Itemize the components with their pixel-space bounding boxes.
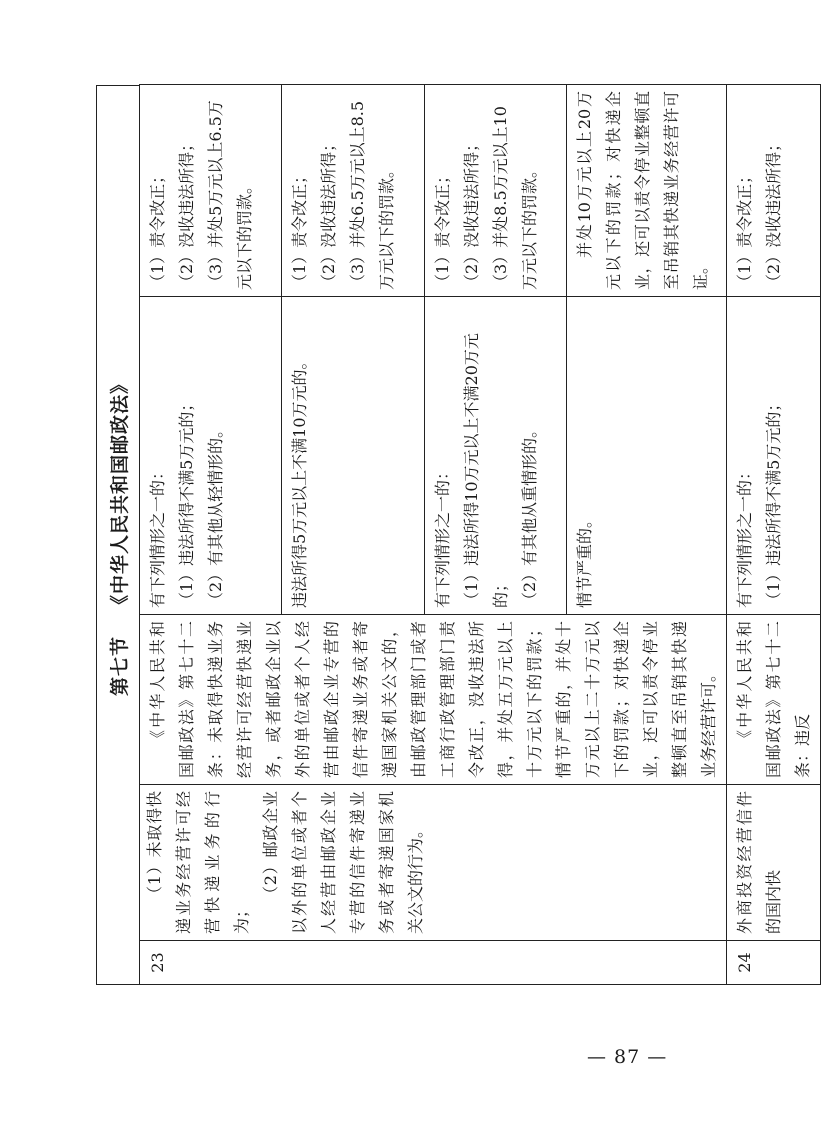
penalty-cell — [567, 85, 727, 297]
violation-behavior — [727, 785, 821, 941]
section-header — [96, 85, 140, 985]
penalty-line: （2）没收违法所得； — [319, 135, 339, 290]
table-row — [727, 85, 821, 985]
legal-basis — [727, 615, 821, 785]
behavior-item: （2）邮政企业以外的单位或者个人经营由邮政企业专营的信件寄递业务或者寄递国家机关公文的行为。 — [261, 791, 425, 934]
penalty-line: （2）没收违法所得； — [461, 135, 481, 290]
legal-basis — [140, 615, 727, 785]
behavior-item: （1）未取得快递业务经营许可经营快递业务的行为； — [145, 791, 251, 934]
violation-behavior — [140, 785, 727, 941]
penalty-line: 并处10万元以上20万元以下的罚款；对快递企业，还可以责令停业整顿直至吊销其快递业务经营许可证。 — [575, 91, 710, 290]
penalty-line: （2）没收违法所得； — [177, 135, 196, 290]
penalty-line: （2）没收违法所得； — [764, 135, 783, 290]
circumstance-cell — [424, 297, 566, 615]
circumstance-line: （2）有其他从轻情形的。 — [206, 421, 225, 608]
legal-basis-text: 《中华人民共和国邮政法》第七十二条：违反 — [735, 621, 812, 778]
circumstance-line: 情节严重的。 — [575, 511, 594, 608]
penalty-standards-table — [139, 84, 821, 985]
circumstance-line: （1）违法所得10万元以上不满20万元的； — [461, 333, 510, 608]
circumstance-line: （2）有其他从重情形的。 — [519, 421, 539, 608]
table-row — [140, 85, 282, 985]
circumstance-line: 有下列情形之一的： — [148, 463, 167, 608]
circumstance-cell — [567, 297, 727, 615]
row-number: 24 — [727, 941, 821, 985]
page-number: — 87 — — [587, 1046, 668, 1068]
circumstance-cell — [140, 297, 282, 615]
penalty-cell — [282, 85, 424, 297]
circumstance-line: 有下列情形之一的： — [432, 463, 452, 608]
circumstance-line: 有下列情形之一的： — [735, 463, 754, 608]
penalty-cell — [727, 85, 821, 297]
circumstance-line: （1）违法所得不满5万元的； — [764, 395, 783, 608]
penalty-line: （3）并处6.5万元以上8.5万元以下的罚款。 — [348, 100, 397, 290]
section-title: 《中华人民共和国邮政法》 — [108, 373, 131, 614]
penalty-line: （3）并处8.5万元以上10万元以下的罚款。 — [490, 106, 539, 290]
circumstance-cell — [727, 297, 821, 615]
penalty-line: （1）责令改正； — [148, 167, 167, 290]
penalty-cell — [424, 85, 566, 297]
behavior-item: 外商投资经营信件的国内快 — [735, 791, 783, 934]
penalty-line: （1）责令改正； — [432, 167, 452, 290]
penalty-line: （1）责令改正； — [735, 167, 754, 290]
row-number: 23 — [140, 941, 727, 985]
penalty-line: （3）并处5万元以上6.5万元以下的罚款。 — [206, 100, 254, 290]
penalty-cell — [140, 85, 282, 297]
circumstance-line: （1）违法所得不满5万元的； — [177, 395, 196, 608]
rotated-table-page — [96, 85, 812, 985]
legal-basis-text: 《中华人民共和国邮政法》第七十二条：未取得快递业务经营许可经营快递业务，或者邮政企业以外的单位或者个人经营由邮政企业专营的信件寄递业务或者寄递国家机关公文的，由邮政管理部门或者工商行政管理部门责令改正，没收违法所得，并处五万元以上十万元以下的罚款；情节严重的，并处十万元以上二十万元以下的罚款；对快递企业，还可以责令停业整顿直至吊销其快递业务经营许可。 — [148, 621, 718, 778]
section-number: 第七节 — [108, 636, 131, 697]
circumstance-line: 违法所得5万元以上不满10万元的。 — [290, 353, 310, 608]
circumstance-cell — [282, 297, 424, 615]
penalty-line: （1）责令改正； — [290, 167, 310, 290]
